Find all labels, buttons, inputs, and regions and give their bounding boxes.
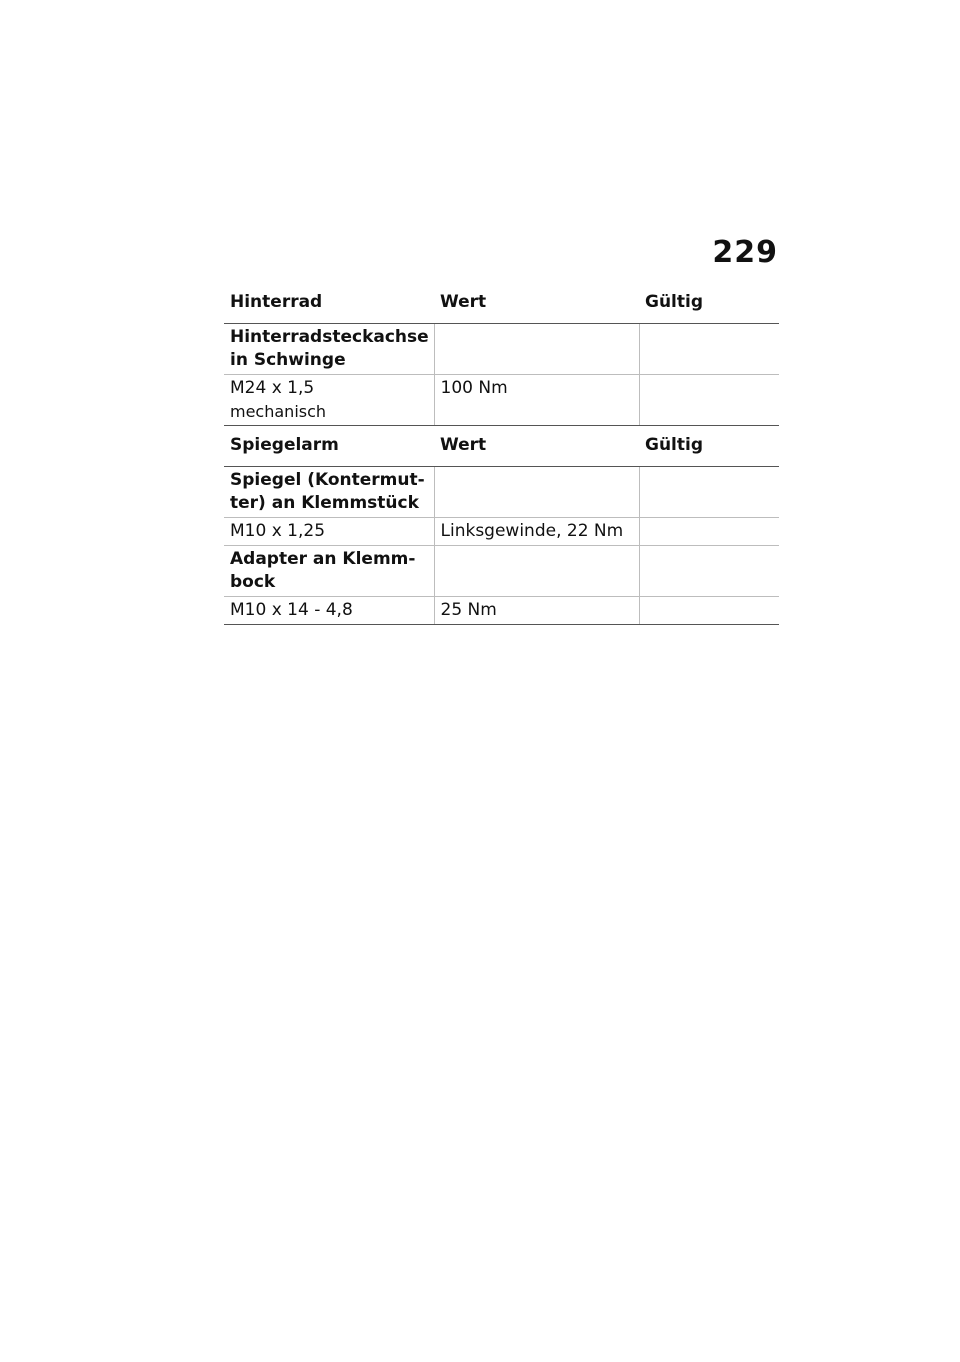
part-spec-note: mechanisch: [230, 402, 327, 421]
part-cell: Hinterradsteckachse in Schwinge: [224, 324, 434, 375]
value-cell: 100 Nm: [434, 375, 639, 426]
torque-table-spiegelarm: [224, 434, 779, 625]
valid-cell: [639, 375, 779, 426]
part-line: Adapter an Klemm-: [230, 549, 416, 569]
column-header-value: Wert: [434, 434, 639, 467]
value-cell: [434, 546, 639, 597]
part-cell: [224, 546, 434, 597]
table-row: [224, 546, 779, 597]
valid-cell: [639, 518, 779, 546]
value-cell: [434, 324, 639, 375]
valid-cell: [639, 546, 779, 597]
part-line: bock: [230, 572, 276, 592]
table-row: [224, 375, 779, 426]
valid-cell: [639, 324, 779, 375]
column-header-valid: Gültig: [639, 291, 779, 324]
value-cell: [434, 467, 639, 518]
part-cell: M10 x 14 - 4,8: [224, 597, 434, 625]
value-cell: 25 Nm: [434, 597, 639, 625]
table-row: [224, 597, 779, 625]
valid-cell: [639, 597, 779, 625]
part-spec: M24 x 1,5: [230, 378, 315, 398]
table-header-row: [224, 291, 779, 324]
part-cell: M10 x 1,25: [224, 518, 434, 546]
table-row: [224, 518, 779, 546]
part-line: Spiegel (Kontermut-: [230, 470, 425, 490]
column-header-valid: Gültig: [639, 434, 779, 467]
table-row: [224, 324, 779, 375]
table-header-row: [224, 434, 779, 467]
value-cell: Linksgewinde, 22 Nm: [434, 518, 639, 546]
part-cell: [224, 467, 434, 518]
column-header-part: Spiegelarm: [224, 434, 434, 467]
part-cell: [224, 375, 434, 426]
valid-cell: [639, 467, 779, 518]
table-row: [224, 467, 779, 518]
torque-table-hinterrad: [224, 291, 779, 426]
part-line: ter) an Klemmstück: [230, 493, 419, 513]
column-header-part: Hinterrad: [224, 291, 434, 324]
column-header-value: Wert: [434, 291, 639, 324]
page-number: 229: [712, 235, 778, 270]
